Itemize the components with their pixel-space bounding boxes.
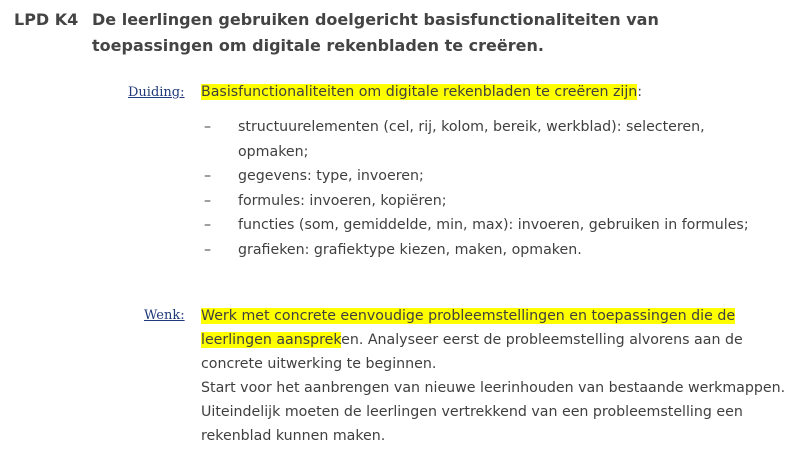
list-item (200, 238, 770, 263)
wenk-paragraph-2: Start voor het aanbrengen van nieuwe leerinhouden van bestaande werkmappen. Uiteindelijk moeten de leerlingen vertrekkend van een probleemstelling een rekenblad kunnen maken. (201, 380, 786, 444)
list-item-text: formules: invoeren, kopiëren; (238, 192, 447, 209)
dash-bullet: – (204, 241, 212, 258)
wenk-highlight: Werk met concrete eenvoudige probleemstellingen en toepassingen die de leerlingen aansprek (201, 308, 736, 348)
dash-bullet: – (204, 192, 212, 209)
duiding-intro-rest: : (637, 84, 643, 100)
duiding-intro (201, 81, 781, 103)
dash-bullet: – (204, 119, 212, 135)
goal-code: LPD K4 (14, 10, 79, 29)
list-item (200, 164, 770, 189)
wenk-paragraph-1 (201, 304, 791, 376)
dash-bullet: – (204, 168, 212, 184)
list-item (200, 189, 770, 214)
list-item-text: grafieken: grafiektype kiezen, maken, opmaken. (238, 241, 582, 258)
wenk-body (201, 304, 791, 448)
list-item (200, 213, 770, 238)
duiding-label: Duiding: (128, 85, 185, 100)
goal-title: De leerlingen gebruiken doelgericht basisfunctionaliteiten van toepassingen om digitale rekenbladen te creëren. (92, 10, 659, 55)
list-item-text: functies (som, gemiddelde, min, max): invoeren, gebruiken in formules; (238, 217, 749, 233)
list-item-text: gegevens: type, invoeren; (238, 168, 424, 184)
duiding-list (200, 115, 770, 262)
list-item-text: structuurelementen (cel, rij, kolom, bereik, werkblad): selecteren, opmaken; (238, 119, 705, 160)
list-item (200, 115, 770, 164)
duiding-highlight: Basisfunctionaliteiten om digitale rekenbladen te creëren zijn (201, 84, 638, 100)
dash-bullet: – (204, 217, 212, 233)
wenk-paragraph-1-rest: en. Analyseer eerst de probleemstelling alvorens aan de concrete uitwerking te beginnen. (201, 332, 743, 372)
wenk-label: Wenk: (144, 308, 185, 323)
